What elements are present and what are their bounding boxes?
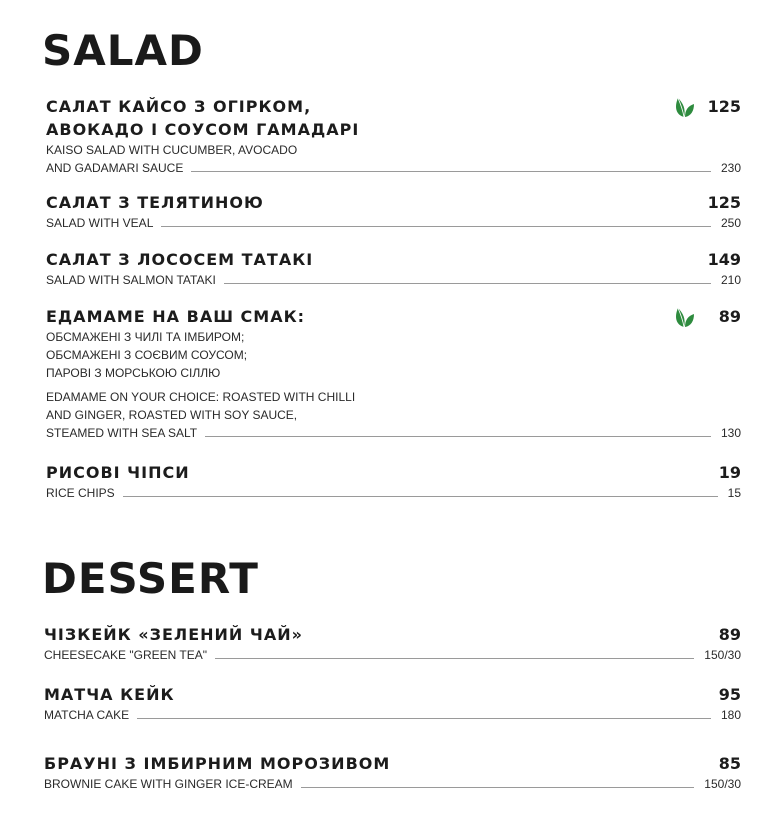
item-en-row [44, 706, 741, 724]
item-price: 19 [718, 463, 741, 482]
item-en-row [46, 271, 741, 289]
item-name: МАТЧА КЕЙК [44, 685, 175, 704]
item-name: ЧІЗКЕЙК «ЗЕЛЕНИЙ ЧАЙ» [44, 625, 303, 644]
item-name: САЛАТ З ТЕЛЯТИНОЮ [46, 193, 264, 212]
item-name-en: BROWNIE CAKE WITH GINGER ICE-CREAM [44, 777, 293, 791]
item-price: 89 [718, 307, 741, 326]
item-name-en: SALAD WITH SALMON TATAKI [46, 273, 216, 287]
item-en-row [46, 214, 741, 232]
dotted-rule [123, 496, 718, 497]
dotted-rule [191, 171, 711, 172]
item-name-en: SALAD WITH VEAL [46, 216, 154, 230]
item-description-ua: ОБСМАЖЕНІ З ЧИЛІ ТА ІМБИРОМ; ОБСМАЖЕНІ З СОЄВИМ СОУСОМ; ПАРОВІ З МОРСЬКОЮ СІЛЛЮ [46, 330, 248, 380]
item-name-en: MATCHA CAKE [44, 708, 130, 722]
menu-item [46, 248, 741, 289]
item-price: 95 [718, 685, 741, 704]
item-en-row [46, 484, 741, 502]
item-en-row [44, 775, 741, 793]
dotted-rule [215, 658, 694, 659]
item-name-en: AND GADAMARI SAUCE [46, 161, 184, 175]
item-price: 125 [707, 97, 741, 116]
item-weight: 210 [720, 273, 741, 287]
leaf-icon [673, 95, 695, 119]
item-name: БРАУНІ З ІМБИРНИМ МОРОЗИВОМ [44, 754, 391, 773]
item-description-en: KAISO SALAD WITH CUCUMBER, AVOCADO [46, 143, 298, 157]
menu-item [46, 461, 741, 502]
item-weight: 180 [720, 708, 741, 722]
dotted-rule [301, 787, 695, 788]
item-price: 149 [707, 250, 741, 269]
section-title-salad: SALAD [42, 26, 204, 75]
item-description-en: EDAMAME ON YOUR CHOICE: ROASTED WITH CHILLI AND GINGER, ROASTED WITH SOY SAUCE, [46, 390, 356, 422]
item-name: САЛАТ КАЙСО З ОГІРКОМ, АВОКАДО І СОУСОМ ГАМАДАРІ [46, 97, 360, 139]
leaf-icon [673, 305, 695, 329]
item-price: 89 [718, 625, 741, 644]
item-name-en: RICE CHIPS [46, 486, 115, 500]
menu-item [46, 95, 741, 177]
item-name: ЕДАМАМЕ НА ВАШ СМАК: [46, 307, 306, 326]
menu-item [44, 683, 741, 724]
item-en-row [44, 646, 741, 664]
item-en-row [46, 424, 741, 442]
dotted-rule [224, 283, 711, 284]
item-weight: 150/30 [704, 777, 741, 791]
item-weight: 250 [720, 216, 741, 230]
item-name: САЛАТ З ЛОСОСЕМ ТАТАКІ [46, 250, 314, 269]
item-name-en: STEAMED WITH SEA SALT [46, 426, 198, 440]
item-price: 85 [718, 754, 741, 773]
dotted-rule [137, 718, 711, 719]
section-title-dessert: DESSERT [42, 554, 259, 603]
item-name: РИСОВІ ЧІПСИ [46, 463, 190, 482]
item-weight: 130 [720, 426, 741, 440]
item-price: 125 [707, 193, 741, 212]
dotted-rule [205, 436, 711, 437]
menu-item [46, 191, 741, 232]
item-name-en: CHEESECAKE "GREEN TEA" [44, 648, 208, 662]
item-weight: 15 [727, 486, 741, 500]
menu-item [44, 623, 741, 664]
menu-item [44, 752, 741, 793]
item-weight: 230 [720, 161, 741, 175]
item-weight: 150/30 [704, 648, 741, 662]
dotted-rule [161, 226, 711, 227]
item-en-row [46, 159, 741, 177]
menu-item [46, 305, 741, 442]
